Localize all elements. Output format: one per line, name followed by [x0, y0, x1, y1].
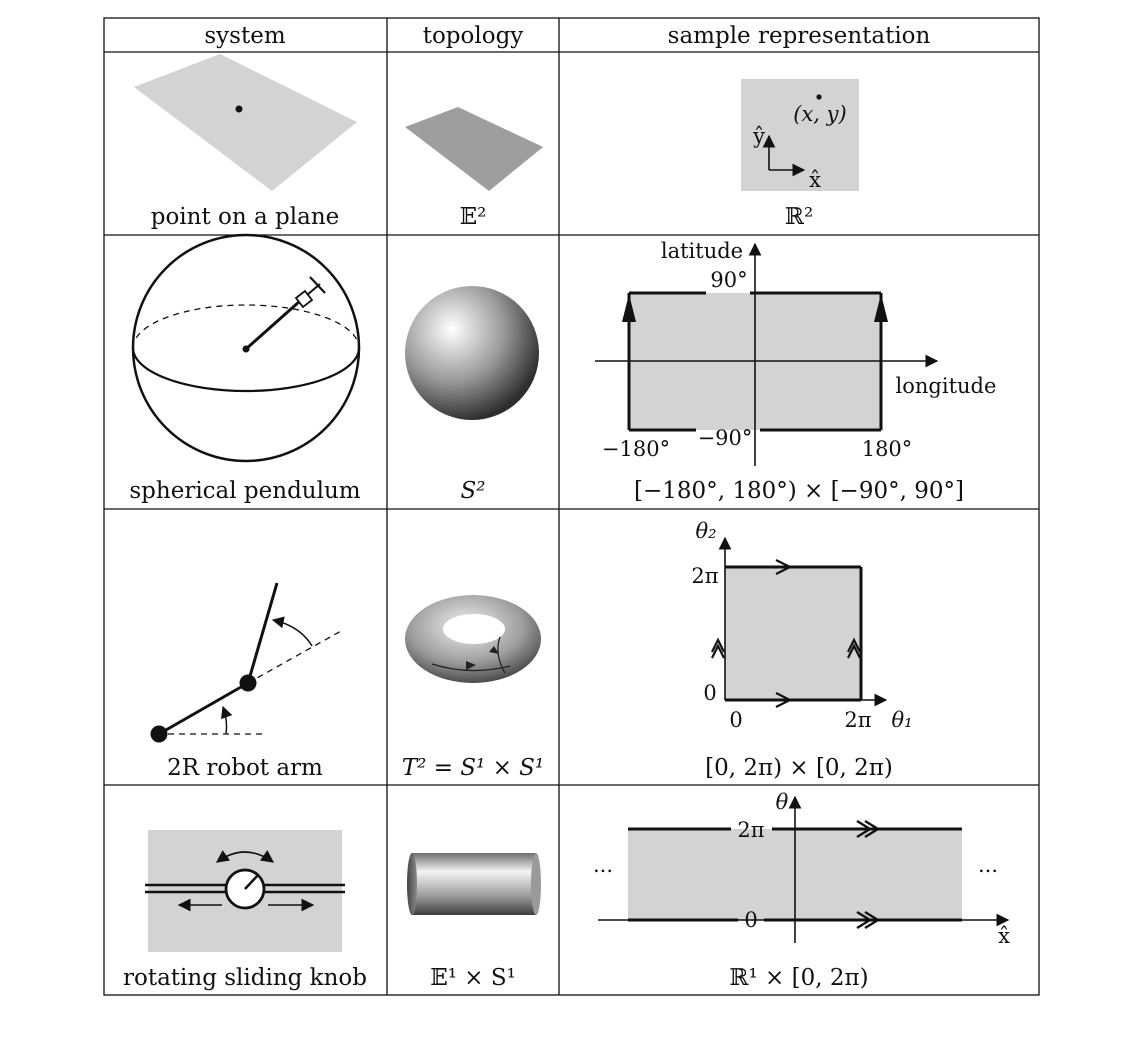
- system-label-plane: point on a plane: [150, 204, 340, 230]
- y-hat-label: ŷ: [753, 124, 765, 148]
- theta2-zero-label: 0: [703, 681, 717, 705]
- theta-zero-label: 0: [744, 908, 758, 932]
- sliding-knob-illustration: [145, 830, 345, 952]
- topology-label-e2: 𝔼²: [459, 204, 487, 230]
- topology-label-t2: T² = S¹ × S¹: [401, 755, 545, 781]
- x-hat-label-row4: x̂: [998, 924, 1010, 948]
- theta1-label: θ₁: [891, 708, 913, 732]
- spherical-pendulum-illustration: [133, 235, 359, 461]
- representation-label-sphere: [−180°, 180°) × [−90°, 90°]: [634, 478, 964, 504]
- header-representation: sample representation: [667, 23, 931, 49]
- header-system: system: [204, 23, 286, 49]
- plane-representation: [741, 79, 859, 192]
- sphere-topology-image: [405, 286, 539, 420]
- plane-illustration: [134, 54, 357, 191]
- representation-label-torus: [0, 2π) × [0, 2π): [705, 755, 893, 781]
- sphere-representation: [595, 239, 996, 466]
- point-dot: [236, 106, 243, 113]
- ellipsis-right: ...: [977, 853, 999, 877]
- header-topology: topology: [422, 23, 524, 49]
- longitude-label: longitude: [895, 374, 997, 398]
- robot-arm-illustration: [151, 583, 342, 743]
- theta2-label: θ₂: [695, 519, 717, 543]
- x-hat-label: x̂: [809, 168, 821, 192]
- topology-label-s2: S²: [460, 478, 486, 504]
- lon-minus180-label: −180°: [601, 437, 671, 461]
- representation-label-r2: ℝ²: [784, 204, 814, 230]
- torus-representation: [691, 519, 912, 732]
- lat-minus90-label: −90°: [697, 426, 753, 450]
- ellipsis-left: ...: [592, 853, 614, 877]
- torus-topology-image: [405, 595, 541, 683]
- representation-label-cylinder: ℝ¹ × [0, 2π): [729, 965, 869, 991]
- topology-label-cylinder: 𝔼¹ × S¹: [430, 965, 516, 991]
- theta1-2pi-label: 2π: [844, 708, 872, 732]
- point-label: (x, y): [793, 102, 847, 126]
- latitude-label: latitude: [660, 239, 744, 263]
- system-label-knob: rotating sliding knob: [122, 965, 368, 991]
- theta2-2pi-label: 2π: [691, 564, 719, 588]
- lat-90-label: 90°: [710, 268, 748, 292]
- cylinder-representation: [593, 790, 1010, 948]
- theta-2pi-label: 2π: [737, 818, 765, 842]
- theta1-zero-label: 0: [729, 708, 743, 732]
- theta-label: θ: [775, 790, 789, 814]
- system-label-robot-arm: 2R robot arm: [167, 755, 323, 781]
- plane-topology-image: [405, 107, 543, 191]
- cylinder-topology-image: [407, 853, 541, 915]
- system-label-pendulum: spherical pendulum: [129, 478, 361, 504]
- lon-180-label: 180°: [861, 437, 913, 461]
